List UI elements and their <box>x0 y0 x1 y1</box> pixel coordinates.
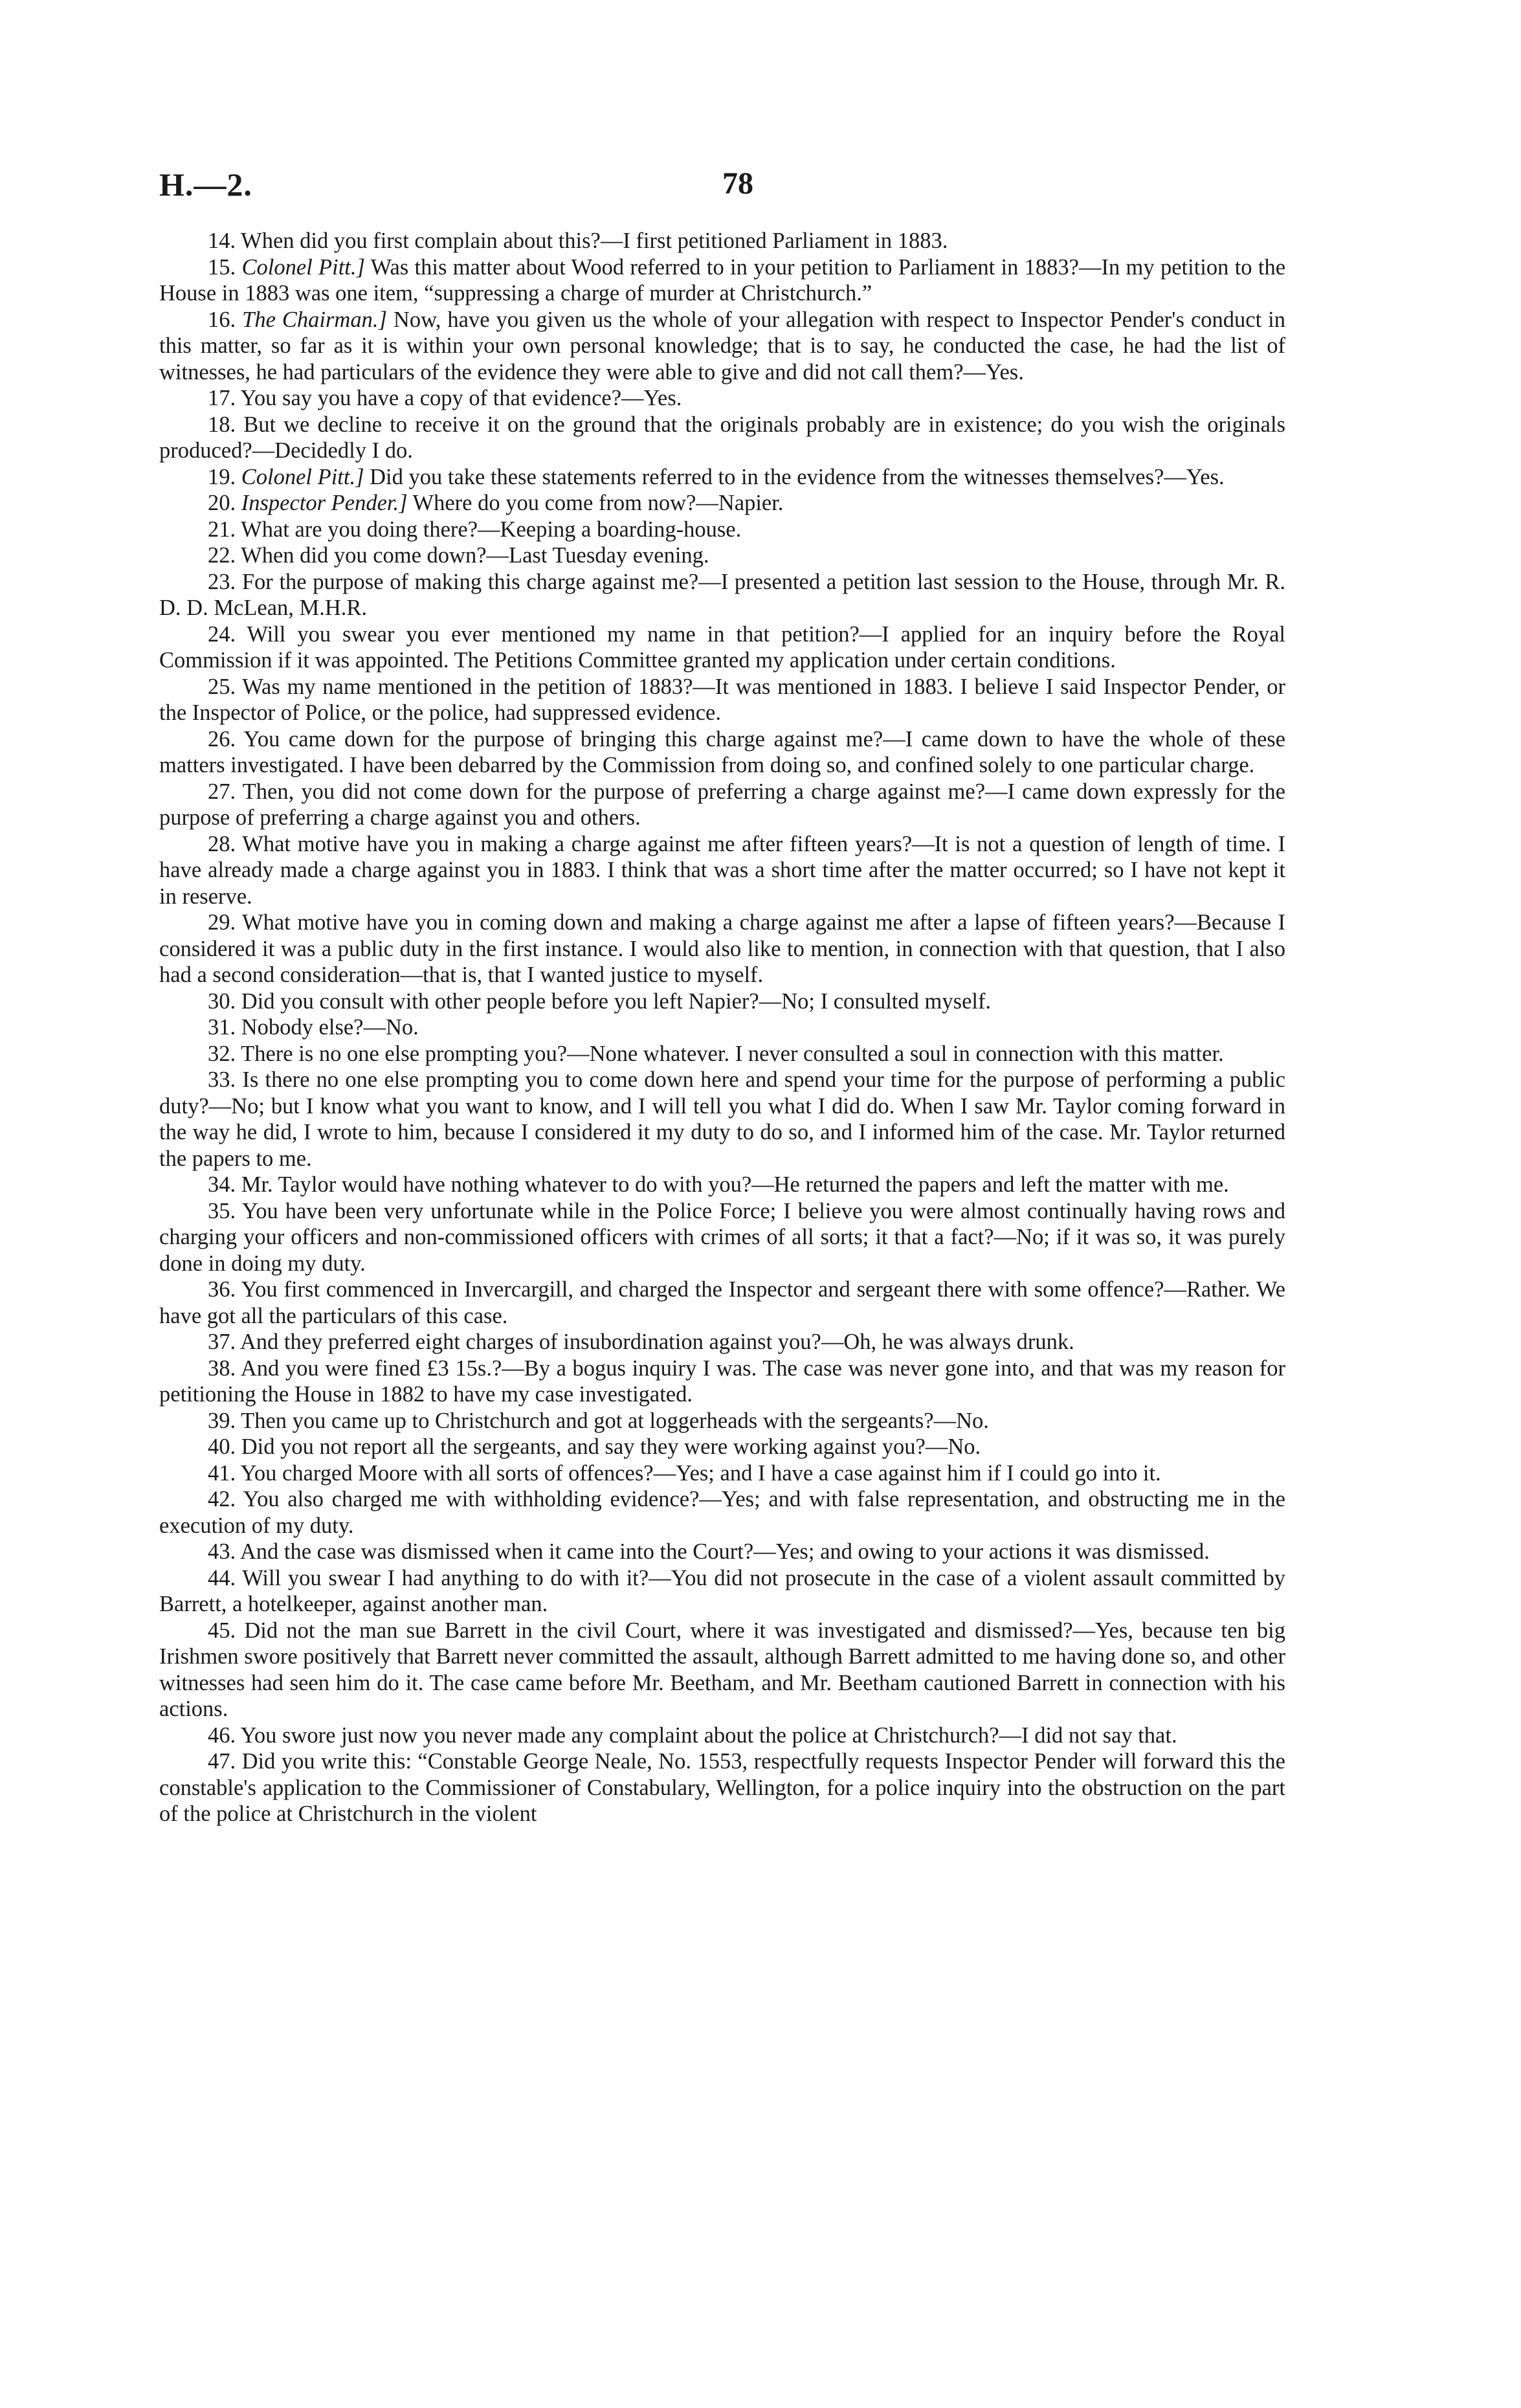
paragraph-q38: 38. And you were fined £3 15s.?—By a bogus inquiry I was. The case was never gone into, and that was my reason for petitioning the House in 1882 to have my case investigated. <box>159 1355 1285 1407</box>
paragraph-q25: 25. Was my name mentioned in the petition of 1883?—It was mentioned in 1883. I believe I said Inspector Pender, or the Inspector of Police, or the police, had suppressed evidence. <box>159 674 1285 725</box>
paragraph-q31: 31. Nobody else?—No. <box>208 1015 419 1040</box>
paragraph-q22: 22. When did you come down?—Last Tuesday evening. <box>208 543 709 568</box>
paragraph-q16: 16. The Chairman.] Now, have you given us the whole of your allegation with respect to Inspector Pender's conduct in this matter, so far as it is within your own personal knowledge; that is to say, he conducted the case, he had the list of witnesses, he had particulars of the evidence they were able to give and did not call them?—Yes. <box>159 307 1286 385</box>
paragraph-q29: 29. What motive have you in coming down and making a charge against me after a lapse of fifteen years?—Because I considered it was a public duty in the first instance. I would also like to mention, in connection with that question, that I also had a second consideration—that is, that I wanted justice to myself. <box>159 910 1285 987</box>
document-reference: H.—2. <box>159 166 252 203</box>
paragraph-q33: 33. Is there no one else prompting you to come down here and spend your time for the purpose of performing a public duty?—No; but I know what you want to know, and I will tell you what I did do. When I saw Mr. Taylor coming forward in the way he did, I wrote to him, because I considered it my duty to do so, and I informed him of the case. Mr. Taylor returned the papers to me. <box>159 1067 1285 1171</box>
paragraph-q40: 40. Did you not report all the sergeants, and say they were working against you?—No. <box>208 1434 981 1459</box>
paragraph-q24: 24. Will you swear you ever mentioned my name in that petition?—I applied for an inquiry before the Royal Commission if it was appointed. The Petitions Committee granted my application under certain conditions. <box>159 621 1285 673</box>
paragraph-q36: 36. You first commenced in Invercargill, and charged the Inspector and sergeant there with some offence?—Rather. We have got all the particulars of this case. <box>159 1277 1285 1328</box>
paragraph-q39: 39. Then you came up to Christchurch and got at loggerheads with the sergeants?—No. <box>208 1408 989 1433</box>
paragraph-q43: 43. And the case was dismissed when it came into the Court?—Yes; and owing to your actions it was dismissed. <box>208 1539 1210 1564</box>
paragraph-q42: 42. You also charged me with withholding evidence?—Yes; and with false representation, and obstructing me in the execution of my duty. <box>159 1487 1285 1538</box>
speaker-label: Colonel Pitt.] <box>241 254 365 280</box>
paragraph-q18: 18. But we decline to receive it on the ground that the originals probably are in existence; do you wish the originals produced?—Decidedly I do. <box>159 412 1285 463</box>
speaker-label: The Chairman.] <box>242 307 387 332</box>
paragraph-q27: 27. Then, you did not come down for the purpose of preferring a charge against me?—I came down expressly for the purpose of preferring a charge against you and others. <box>159 779 1285 830</box>
page-header <box>159 166 1285 211</box>
paragraph-q14: 14. When did you first complain about this?—I first petitioned Parliament in 1883. <box>208 229 948 253</box>
paragraph-q41: 41. You charged Moore with all sorts of offences?—Yes; and I have a case against him if I could go into it. <box>208 1460 1161 1486</box>
paragraph-q30: 30. Did you consult with other people before you left Napier?—No; I consulted myself. <box>208 988 992 1014</box>
paragraph-q47: 47. Did you write this: “Constable George Neale, No. 1553, respectfully requests Inspector Pender will forward this the constable's application to the Commissioner of Constabulary, Wellington, for a police inquiry into the obstruction on the part of the police at Christchurch in the violent <box>159 1749 1285 1826</box>
document-body <box>159 228 1285 1827</box>
paragraph-q26: 26. You came down for the purpose of bringing this charge against me?—I came down to have the whole of these matters investigated. I have been debarred by the Commission from doing so, and confined solely to one particular charge. <box>159 726 1285 777</box>
paragraph-q34: 34. Mr. Taylor would have nothing whatever to do with you?—He returned the papers and left the matter with me. <box>208 1172 1229 1197</box>
speaker-label: Inspector Pender.] <box>241 491 408 515</box>
paragraph-q28: 28. What motive have you in making a charge against me after fifteen years?—It is not a question of length of time. I have already made a charge against you in 1883. I think that was a short time after the matter occurred; so I have not kept it in reserve. <box>159 831 1285 909</box>
paragraph-q19: 19. Colonel Pitt.] Did you take these statements referred to in the evidence from the witnesses themselves?—Yes. <box>208 464 1225 489</box>
paragraph-q44: 44. Will you swear I had anything to do with it?—You did not prosecute in the case of a violent assault committed by Barrett, a hotelkeeper, against another man. <box>159 1565 1285 1616</box>
paragraph-q23: 23. For the purpose of making this charge against me?—I presented a petition last session to the House, through Mr. R. D. D. McLean, M.H.R. <box>159 569 1285 620</box>
paragraph-q45: 45. Did not the man sue Barrett in the civil Court, where it was investigated and dismissed?—Yes, because ten big Irishmen swore positively that Barrett never committed the assault, although Barrett admitted to me having done so, and other witnesses had seen him do it. The case came before Mr. Beetham, and Mr. Beetham cautioned Barrett in connection with his actions. <box>159 1618 1285 1721</box>
speaker-label: Colonel Pitt.] <box>241 464 364 489</box>
paragraph-q35: 35. You have been very unfortunate while in the Police Force; I believe you were almost continually having rows and charging your officers and non-commissioned officers with crimes of all sorts; it that a fact?—No; if it was so, it was purely done in doing my duty. <box>159 1198 1285 1276</box>
paragraph-q15: 15. Colonel Pitt.] Was this matter about Wood referred to in your petition to Parliament in 1883?—In my petition to the House in 1883 was one item, “suppressing a charge of murder at Christchurch.” <box>159 254 1286 306</box>
paragraph-q21: 21. What are you doing there?—Keeping a boarding-house. <box>208 517 742 542</box>
paragraph-q46: 46. You swore just now you never made any complaint about the police at Christchurch?—I did not say that. <box>208 1722 1177 1748</box>
paragraph-q17: 17. You say you have a copy of that evidence?—Yes. <box>208 386 682 410</box>
paragraph-q32: 32. There is no one else prompting you?—None whatever. I never consulted a soul in connection with this matter. <box>208 1041 1224 1066</box>
paragraph-q37: 37. And they preferred eight charges of insubordination against you?—Oh, he was always drunk. <box>208 1330 1074 1354</box>
paragraph-q20: 20. Inspector Pender.] Where do you come from now?—Napier. <box>208 491 784 515</box>
page-number: 78 <box>722 166 753 201</box>
